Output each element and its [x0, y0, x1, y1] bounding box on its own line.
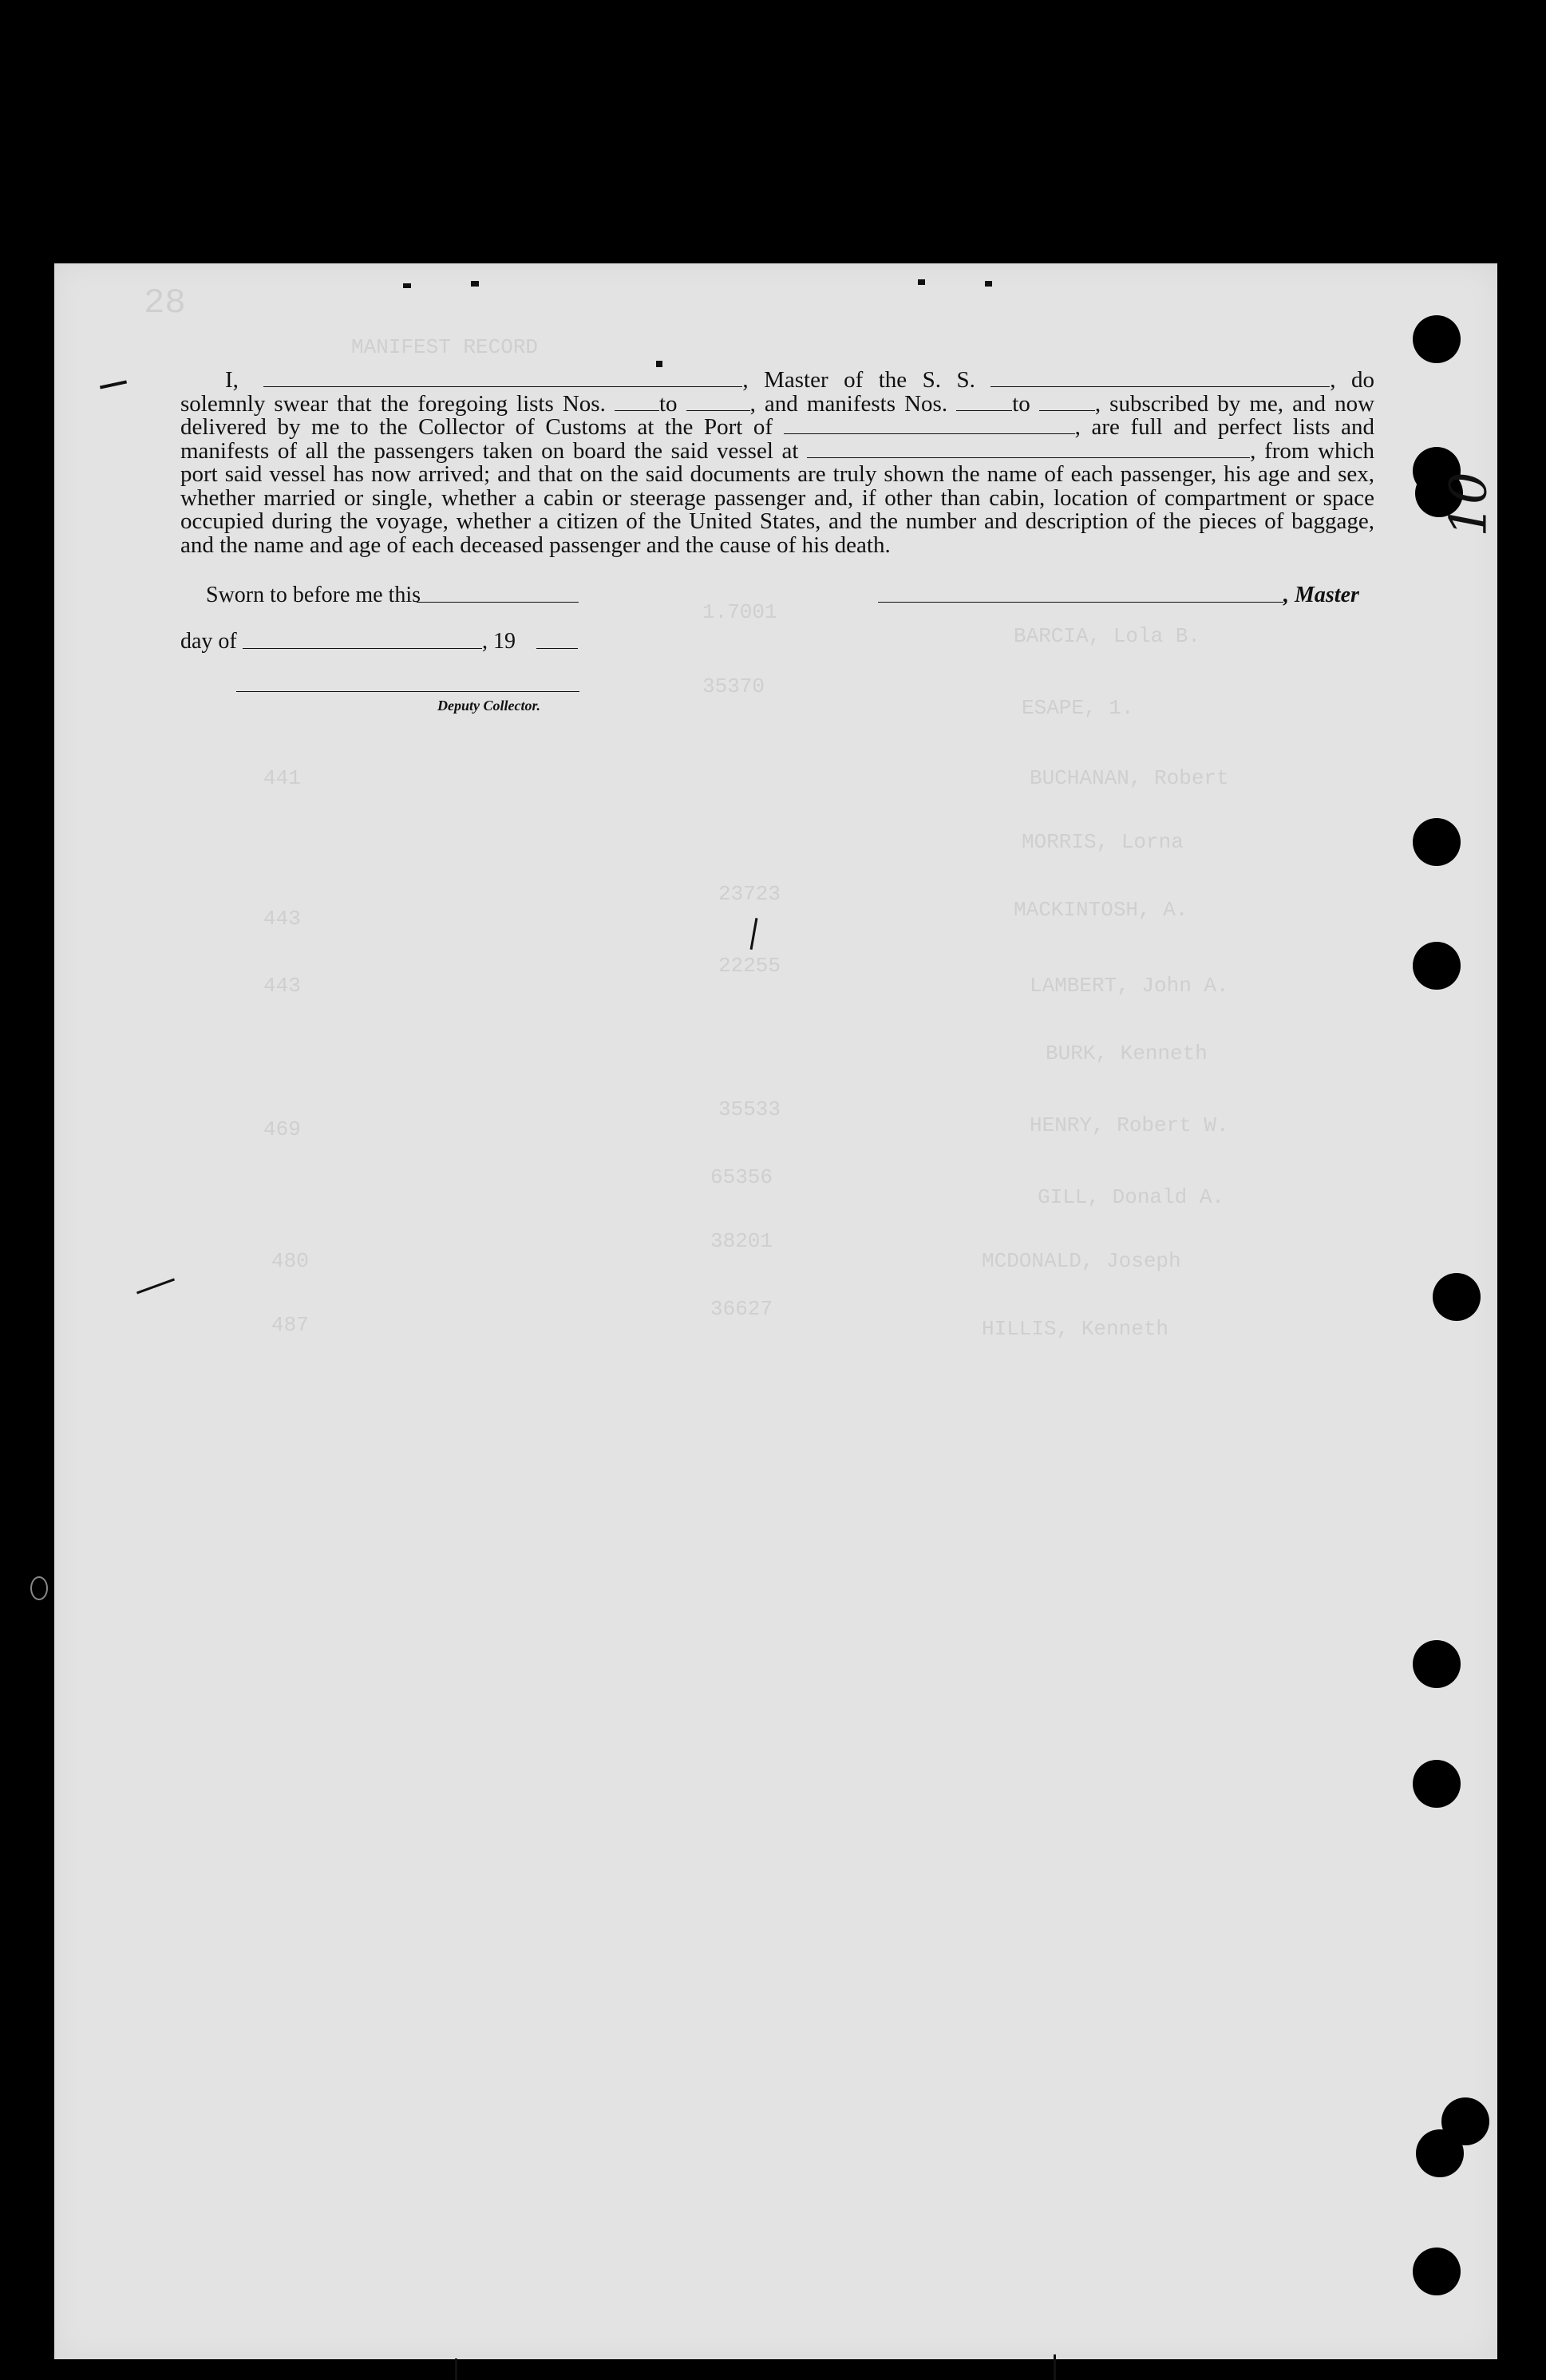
master-label-text: , Master: [1283, 583, 1359, 607]
bleed-through-text: ESAPE, 1.: [1022, 696, 1134, 720]
bleed-through-text: BUCHANAN, Robert: [1030, 766, 1229, 790]
origin-port-blank: [807, 443, 1250, 458]
ship-name-blank: [990, 372, 1330, 387]
oath-paragraph: [180, 369, 1374, 557]
manifest-from-blank: [956, 396, 1012, 411]
bleed-through-text: LAMBERT, John A.: [1030, 974, 1229, 998]
scan-mark: [985, 281, 992, 287]
oath-text: to: [1012, 390, 1030, 417]
bleed-through-text: 36627: [710, 1297, 773, 1321]
punch-hole: [1413, 315, 1461, 363]
day-of-blank: [243, 648, 482, 649]
oath-text: , are full and perfect lists and manifests of all the passengers taken on board the said vessel at: [180, 414, 1374, 464]
collector-signature-blank: [236, 691, 579, 692]
punch-hole: [1433, 1273, 1481, 1321]
bleed-through-text: 35533: [718, 1097, 781, 1121]
bleed-through-text: 469: [263, 1117, 301, 1141]
scan-mark: [1054, 2354, 1056, 2380]
scan-mark: [471, 281, 479, 287]
year-label: , 19: [482, 629, 516, 654]
scan-mark: [30, 1576, 48, 1600]
day-of-label: day of: [180, 629, 237, 654]
bleed-through-text: 441: [263, 766, 301, 790]
list-to-blank: [686, 396, 750, 411]
bleed-through-text: 38201: [710, 1229, 773, 1253]
punch-hole: [1413, 2248, 1461, 2295]
bleed-through-text: HENRY, Robert W.: [1030, 1113, 1229, 1137]
punch-hole: [1413, 1640, 1461, 1688]
bleed-through-text: 480: [271, 1249, 309, 1273]
oath-text: to: [658, 390, 678, 417]
manifest-to-blank: [1039, 396, 1095, 411]
scan-mark: [918, 279, 925, 285]
oath-text: , from which port said vessel has now arrived; and that on the said documents are truly shown the name of each passenger, his age and sex, whether married or single, whether a cabin or steerage passenger and, if other than cabin, location of compartment or space occupied during the voyage, whether a citizen of the United States, and the number and description of the pieces of baggage, and the name and age of each deceased passenger and the cause of his death.: [180, 437, 1374, 558]
port-blank: [784, 419, 1075, 434]
list-from-blank: [615, 396, 659, 411]
punch-hole: [1416, 2129, 1464, 2177]
scan-mark: [403, 283, 411, 288]
bleed-through-text: MCDONALD, Joseph: [982, 1249, 1181, 1273]
oath-text: , and manifests Nos.: [749, 390, 948, 417]
bleed-through-text: MACKINTOSH, A.: [1014, 898, 1188, 922]
oath-text: , Master of the S. S.: [742, 367, 975, 393]
bleed-through-text: 65356: [710, 1165, 773, 1189]
bleed-through-text: HILLIS, Kenneth: [982, 1317, 1169, 1341]
bleed-through-text: 23723: [718, 882, 781, 906]
bleed-through-text: 22255: [718, 954, 781, 978]
punch-hole: [1413, 818, 1461, 866]
sworn-label: Sworn to before me this: [206, 583, 421, 607]
bleed-through-text: 1.7001: [702, 600, 777, 624]
deputy-collector-label: Deputy Collector.: [437, 698, 540, 714]
bleed-through-text: 443: [263, 907, 301, 931]
bleed-through-text: 28: [144, 283, 186, 323]
punch-hole: [1413, 942, 1461, 990]
sworn-date-blank: [417, 602, 579, 603]
punch-hole: [1413, 1760, 1461, 1808]
oath-text: I,: [225, 367, 239, 393]
oath-text: , subscribed by me, and now delivered by me to the Collector of Customs at the Port of: [180, 390, 1375, 440]
master-signature-blank: [878, 602, 1283, 603]
year-blank: [536, 648, 578, 649]
margin-note: 10: [1439, 472, 1499, 537]
bleed-through-text: MORRIS, Lorna: [1022, 830, 1184, 854]
master-label: [1283, 583, 1359, 608]
bleed-through-text: 443: [263, 974, 301, 998]
master-name-blank: [263, 372, 742, 387]
bleed-through-text: BARCIA, Lola B.: [1014, 624, 1201, 648]
bleed-through-text: 35370: [702, 674, 765, 698]
bleed-through-text: 487: [271, 1313, 309, 1337]
manifest-sheet: [54, 263, 1497, 2359]
oath-text: , do solemnly swear that the foregoing lists Nos.: [180, 367, 1375, 417]
bleed-through-text: BURK, Kenneth: [1046, 1042, 1208, 1065]
bleed-through-text: MANIFEST RECORD: [351, 335, 539, 359]
scan-mark: [656, 361, 662, 367]
scan-mark: [455, 2358, 457, 2380]
bleed-through-text: GILL, Donald A.: [1038, 1185, 1225, 1209]
